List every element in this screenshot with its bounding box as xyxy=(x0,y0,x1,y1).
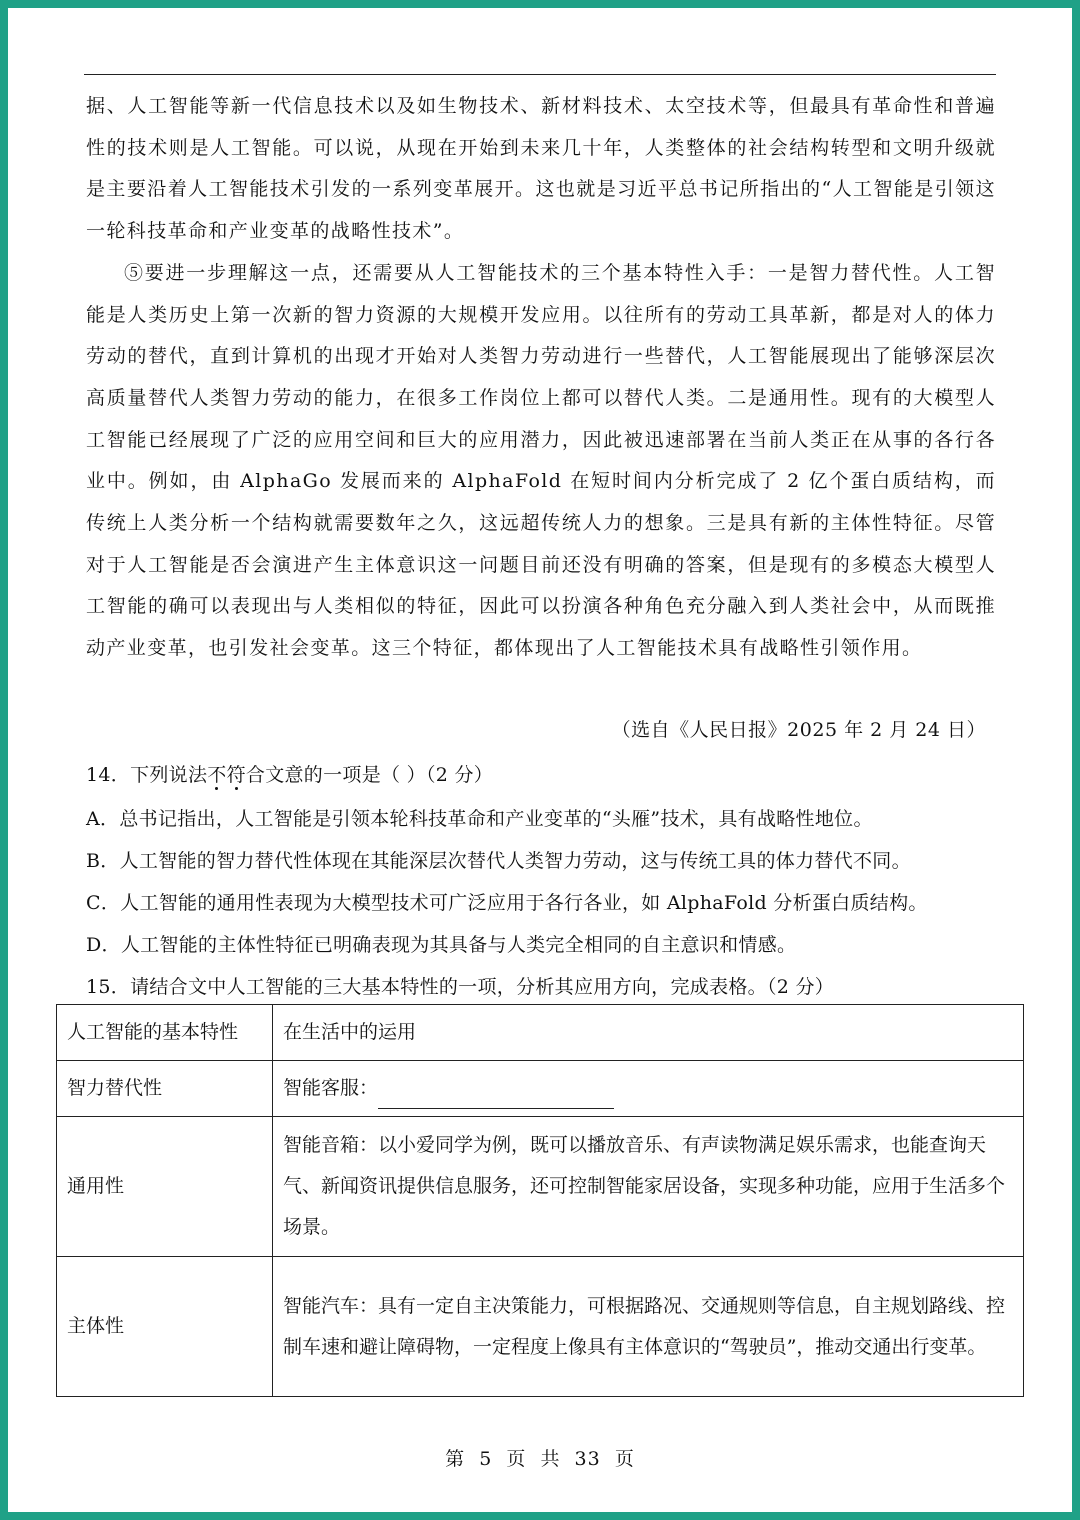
exam-page xyxy=(8,8,1072,1512)
table-row xyxy=(57,1257,1024,1397)
table-cell-feature: 主体性 xyxy=(57,1257,273,1397)
table-cell-usage: 智能音箱：以小爱同学为例，既可以播放音乐、有声读物满足娱乐需求，也能查询天气、新闻资讯提供信息服务，还可控制智能家居设备，实现多种功能，应用于生活多个场景。 xyxy=(273,1117,1024,1257)
header-rule xyxy=(84,74,996,75)
passage-paragraph-5: ⑤要进一步理解这一点，还需要从人工智能技术的三个基本特性入手：一是智力替代性。人工智能是人类历史上第一次新的智力资源的大规模开发应用。以往所有的劳动工具革新，都是对人的体力劳动的替代，直到计算机的出现才开始对人类智力劳动进行一些替代，人工智能展现出了能够深层次高质量替代人类智力劳动的能力，在很多工作岗位上都可以替代人类。二是通用性。现有的大模型人工智能已经展现了广泛的应用空间和巨大的应用潜力，因此被迅速部署在当前人类正在从事的各行各业中。例如，由 AlphaGo 发展而来的 AlphaFold 在短时间内分析完成了 2 亿个蛋白质结构，而传统上人类分析一个结构就需要数年之久，这远超传统人力的想象。三是具有新的主体性特征。尽管对于人工智能是否会演进产生主体意识这一问题目前还没有明确的答案，但是现有的多模态大模型人工智能的确可以表现出与人类相似的特征，因此可以扮演各种角色充分融入到人类社会中，从而既推动产业变革，也引发社会变革。这三个特征，都体现出了人工智能技术具有战略性引领作用。 xyxy=(86,261,996,660)
q14-stem-suffix: 合文意的一项是（ ）（2 分） xyxy=(245,764,494,786)
passage-source: （选自《人民日报》2025 年 2 月 24 日） xyxy=(611,719,986,741)
table-header-row xyxy=(57,1005,1024,1061)
table-header-usage: 在生活中的运用 xyxy=(273,1005,1024,1061)
passage-paragraph-continued: 据、人工智能等新一代信息技术以及如生物技术、新材料技术、太空技术等，但最具有革命性和普遍性的技术则是人工智能。可以说，从现在开始到未来几十年，人类整体的社会结构转型和文明升级就是主要沿着人工智能技术引发的一系列变革展开。这也就是习近平总书记所指出的“人工智能是引领这一轮科技革命和产业变革的战略性技术”。 xyxy=(86,95,996,243)
usage-prefix: 智能客服： xyxy=(283,1077,379,1099)
table-cell-usage: 智能汽车：具有一定自主决策能力，可根据路况、交通规则等信息，自主规划路线、控制车速和避让障碍物，一定程度上像具有主体意识的“驾驶员”，推动交通出行变革。 xyxy=(273,1257,1024,1397)
table-cell-usage xyxy=(273,1061,1024,1117)
q14-option-c: C．人工智能的通用性表现为大模型技术可广泛应用于各行各业，如 AlphaFold 分析蛋白质结构。 xyxy=(86,892,928,914)
question-14-stem xyxy=(86,760,1016,787)
reading-passage xyxy=(86,86,996,670)
question-15-stem: 15．请结合文中人工智能的三大基本特性的一项，分析其应用方向，完成表格。（2 分） xyxy=(86,976,835,998)
page-number: 第 5 页 共 33 页 xyxy=(445,1448,635,1470)
table-row xyxy=(57,1061,1024,1117)
table-header-feature: 人工智能的基本特性 xyxy=(57,1005,273,1061)
table-cell-feature: 智力替代性 xyxy=(57,1061,273,1117)
answer-blank[interactable] xyxy=(378,1082,614,1109)
table-row xyxy=(57,1117,1024,1257)
q14-option-d: D．人工智能的主体性特征已明确表现为其具备与人类完全相同的自主意识和情感。 xyxy=(86,934,797,956)
q15-answer-table xyxy=(56,1004,1024,1397)
q14-emphasis-char-2: 符 xyxy=(226,764,246,786)
q14-option-a: A．总书记指出，人工智能是引领本轮科技革命和产业变革的“头雁”技术，具有战略性地位。 xyxy=(86,808,873,830)
table-cell-feature: 通用性 xyxy=(57,1117,273,1257)
q14-emphasis-char-1: 不 xyxy=(207,764,227,786)
q14-option-b: B．人工智能的智力替代性体现在其能深层次替代人类智力劳动，这与传统工具的体力替代不同。 xyxy=(86,850,911,872)
q14-stem-prefix: 14．下列说法 xyxy=(86,764,208,786)
